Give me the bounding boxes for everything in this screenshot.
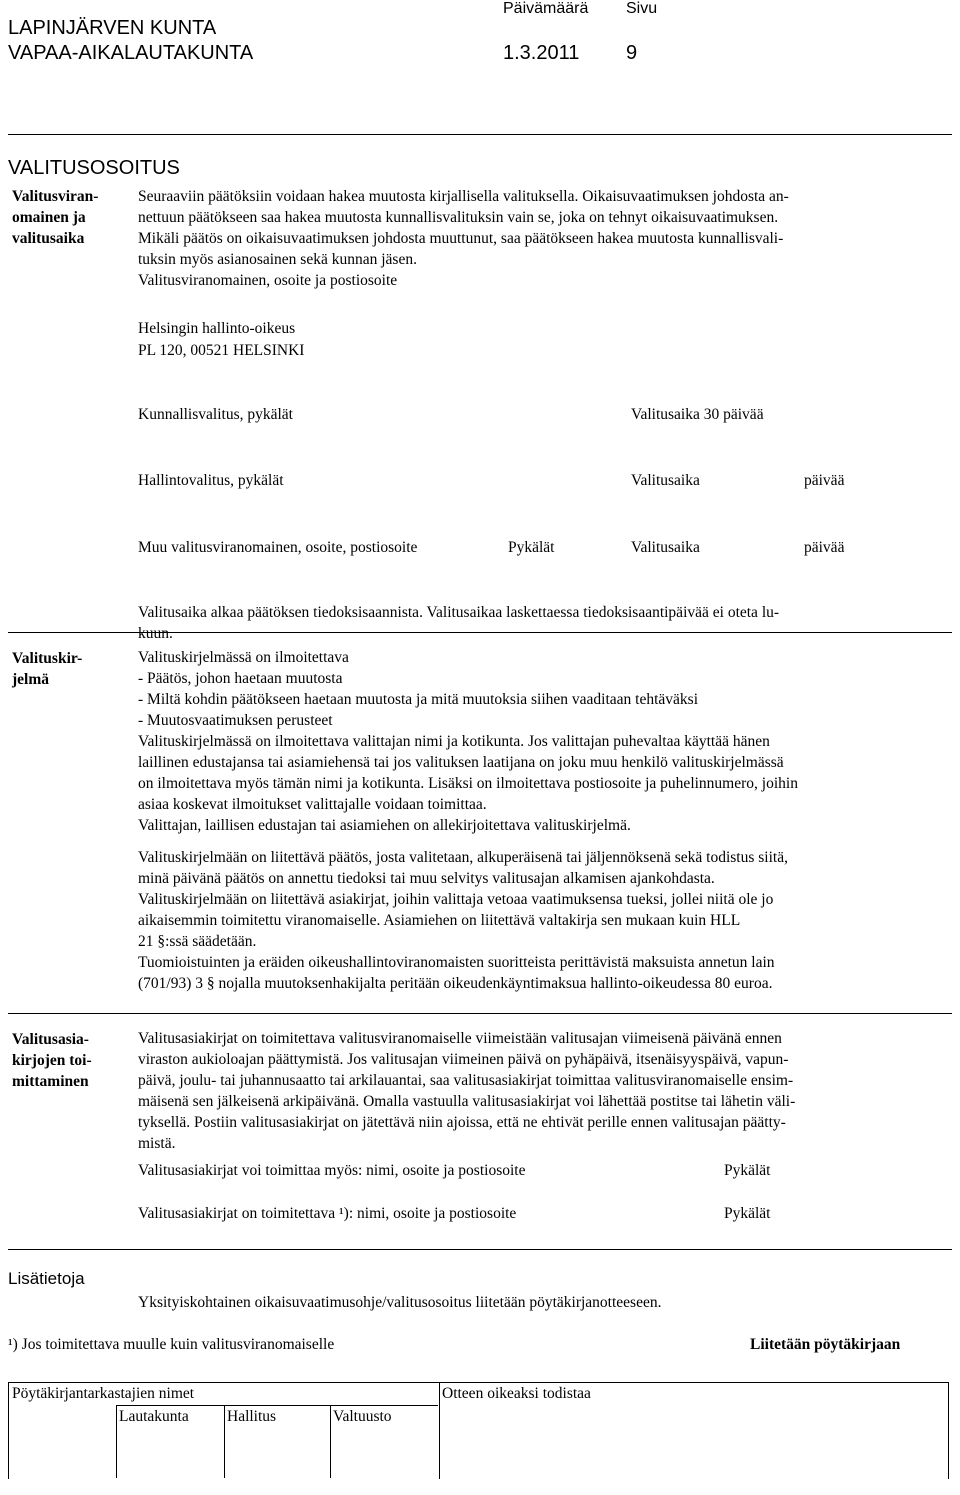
body-government: Hallitus — [227, 1408, 277, 1425]
section-label-authority: Valitusviran- omainen ja valitusaika — [12, 188, 99, 247]
delivery-paragraph: Valitusasiakirjat on toimitettava valitusviranomaiselle viimeistään valitusajan viimeisenä päivänä ennen viraston aukioloajan päättymistä. Jos valitusajan viimeinen päivä on pyhäpäivä, itsenäisyyspäivä, vapun- päivä, joulu- tai juhannusaatto tai arkilauantai, saa valitusasiakirjat toimittaa valitusviranomaiselle ensim- mäisenä sen jälkeisenä arkipäivänä. Omalla vastuulla valitusasiakirjat voi lähettää postitse tai lähetin väli- tyksellä. Postiin valitusasiakirjat on jätettävä niin ajoissa, että ne ehtivät perille ennen valitusajan päätty- mistä. — [138, 1030, 796, 1152]
body-board: Lautakunta — [119, 1408, 189, 1425]
section-label-more-info: Lisätietoja — [8, 1269, 85, 1288]
page-number: 9 — [626, 42, 638, 64]
date-label: Päivämäärä — [503, 0, 589, 17]
section-divider — [8, 1013, 952, 1014]
municipal-appeal-label: Kunnallisvalitus, pykälät — [138, 406, 293, 423]
attached-to-minutes: Liitetään pöytäkirjaan — [750, 1336, 901, 1353]
committee-name: VAPAA-AIKALAUTAKUNTA — [8, 42, 254, 64]
certification-header: Otteen oikeaksi todistaa — [442, 1385, 591, 1402]
appeal-attachments-paragraph: Valituskirjelmään on liitettävä päätös, josta valitetaan, alkuperäisenä tai jäljennöksenä sekä todistus siitä, minä päivänä päätös on annettu tiedoksi tai muu selvitys valitusajan alkamisen ajankohdasta. Valituskirjelmään on liitettävä asiakirjat, joihin valittaja vetoaa vaatimuksensa tueksi, jollei niitä ole jo aikaisemmin toimitettu viranomaiselle. Asiamiehen on liitettävä valtakirja sen mukaan kuin HLL 21 §:ssä säädetään. Tuomioistuinten ja eräiden oikeushallintoviranomaisten suoritteista perittävistä maksuista annetun lain (701/93) 3 § nojalla muutoksenhakijalta peritään oikeudenkäyntimaksua hallinto-oikeudessa 80 euroa. — [138, 849, 788, 992]
column-line — [330, 1405, 331, 1478]
other-authority-period-label: Valitusaika — [631, 539, 700, 556]
document-title: VALITUSOSOITUS — [8, 157, 180, 179]
reviewers-header: Pöytäkirjantarkastajien nimet — [12, 1385, 195, 1402]
section-label-appeal-letter: Valituskir- jelmä — [12, 650, 83, 688]
admin-appeal-label: Hallintovalitus, pykälät — [138, 472, 284, 489]
other-authority-days: päivää — [804, 539, 845, 556]
column-line — [224, 1405, 225, 1478]
delivery-alt-label: Valitusasiakirjat voi toimittaa myös: nimi, osoite ja postiosoite — [138, 1162, 526, 1179]
date-value: 1.3.2011 — [503, 42, 580, 64]
other-authority-sections: Pykälät — [508, 539, 555, 556]
admin-appeal-days: päivää — [804, 472, 845, 489]
delivery-alt-sections: Pykälät — [724, 1162, 771, 1179]
section-divider — [8, 1249, 952, 1250]
footnote-text: ¹) Jos toimitettava muulle kuin valitusviranomaiselle — [8, 1336, 335, 1353]
authority-name: Helsingin hallinto-oikeus — [138, 320, 296, 337]
column-line — [116, 1405, 117, 1478]
body-council: Valtuusto — [333, 1408, 392, 1425]
authority-paragraph: Seuraaviin päätöksiin voidaan hakea muutosta kirjallisella valituksella. Oikaisuvaatimuksen johdosta an- nettuun päätökseen saa hakea muutosta kunnallisvalituksin vain se, joka on tehnyt oikaisuvaatimuksen. Mikäli päätös on oikaisuvaatimuksen johdosta muuttunut, saa päätökseen hakea muutosta kunnallisvali- tuksin myös asianosainen sekä kunnan jäsen. Valitusviranomainen, osoite ja postiosoite — [138, 188, 789, 289]
page-label: Sivu — [626, 0, 658, 17]
org-name: LAPINJÄRVEN KUNTA — [8, 17, 217, 39]
other-authority-label: Muu valitusviranomainen, osoite, postiosoite — [138, 539, 418, 556]
delivery-required-label: Valitusasiakirjat on toimitettava ¹): nimi, osoite ja postiosoite — [138, 1205, 517, 1222]
more-info-text: Yksityiskohtainen oikaisuvaatimusohje/valitusosoitus liitetään pöytäkirjanotteeseen. — [138, 1294, 662, 1311]
section-label-delivery: Valitusasia- kirjojen toi- mittaminen — [12, 1031, 92, 1090]
delivery-required-sections: Pykälät — [724, 1205, 771, 1222]
admin-appeal-period-label: Valitusaika — [631, 472, 700, 489]
appeal-period-note: Valitusaika alkaa päätöksen tiedoksisaannista. Valitusaikaa laskettaessa tiedoksisaantipäivää ei oteta lu- kuun. — [138, 604, 780, 642]
appeal-letter-paragraph: Valituskirjelmässä on ilmoitettava - Päätös, johon haetaan muutosta - Miltä kohdin päätökseen haetaan muutosta ja mitä muutoksia siihen vaaditaan tehtäväksi - Muutosvaatimuksen perusteet Valituskirjelmässä on ilmoitettava valittajan nimi ja kotikunta. Jos valittajan puhevaltaa käyttää hänen laillinen edustajansa tai asiamiehensä tai jos valituksen laatijana on joku muu henkilö valituskirjelmässä on ilmoitettava myös tämän nimi ja kotikunta. Lisäksi on ilmoitettava postiosoite ja puhelinnumero, joihin asiaa koskevat ilmoitukset valittajalle voidaan toimittaa. Valittajan, laillisen edustajan tai asiamiehen on allekirjoitettava valituskirjelmä. — [138, 649, 798, 834]
authority-address: PL 120, 00521 HELSINKI — [138, 342, 305, 359]
header-divider — [8, 134, 952, 135]
municipal-appeal-period: Valitusaika 30 päivää — [631, 406, 764, 423]
